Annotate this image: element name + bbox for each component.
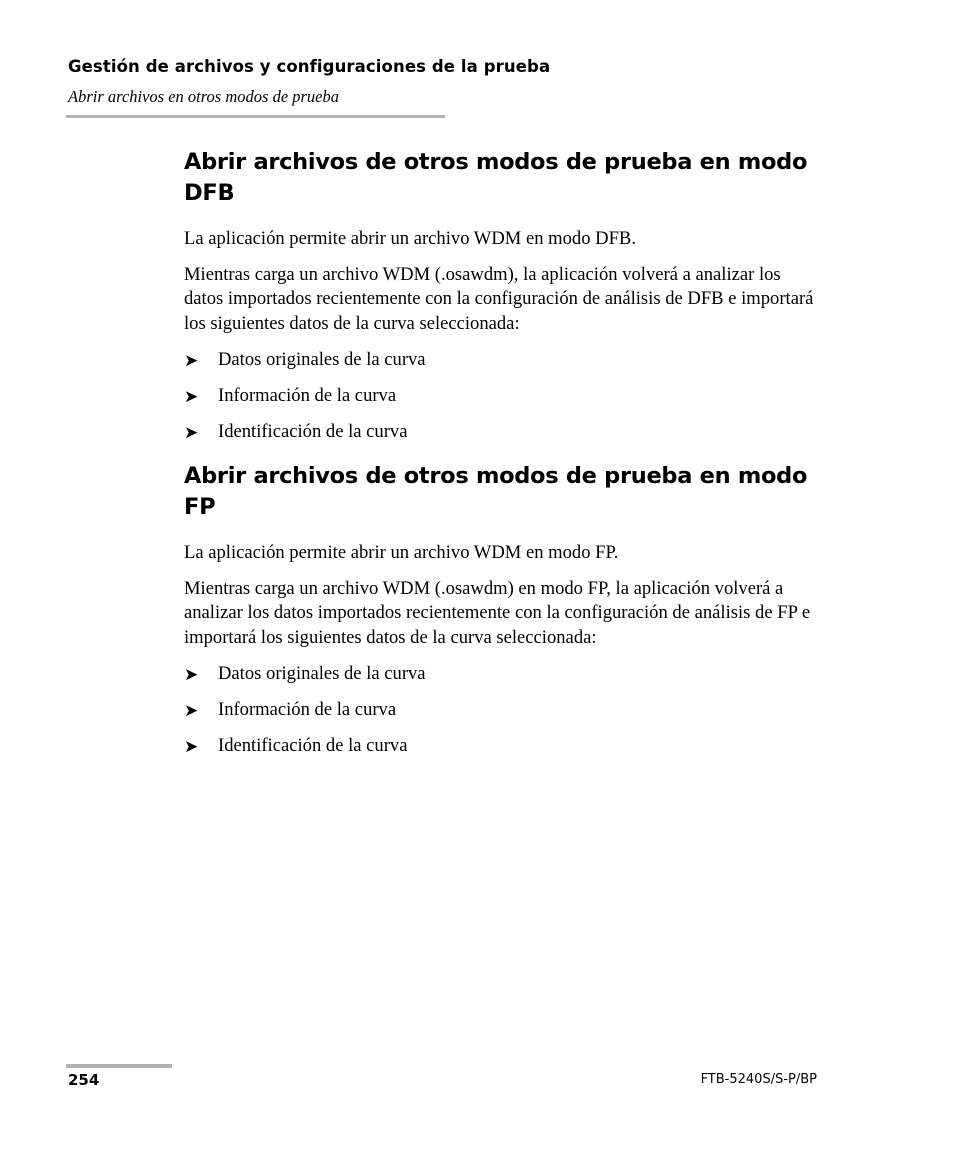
footer-divider — [66, 1064, 172, 1068]
list-item — [184, 384, 824, 408]
list-item — [184, 734, 824, 758]
arrow-bullet-icon: ➤ — [184, 737, 199, 757]
paragraph: La aplicación permite abrir un archivo WDM en modo FP. — [184, 542, 619, 563]
arrow-bullet-icon: ➤ — [184, 423, 199, 443]
list-item-text: Datos originales de la curva — [218, 349, 426, 370]
running-header-title: Gestión de archivos y configuraciones de la prueba — [68, 57, 551, 76]
arrow-bullet-icon: ➤ — [184, 387, 199, 407]
document-id: FTB-5240S/S-P/BP — [700, 1072, 817, 1087]
arrow-bullet-icon: ➤ — [184, 665, 199, 685]
section-title: Abrir archivos de otros modos de prueba en modo DFB — [184, 149, 808, 206]
section-dfb — [184, 147, 824, 444]
list-item-text: Datos originales de la curva — [218, 663, 426, 684]
list-item-text: Identificación de la curva — [218, 735, 408, 756]
list-item — [184, 698, 824, 722]
list-item-text: Información de la curva — [218, 385, 397, 406]
running-header-subtitle: Abrir archivos en otros modos de prueba — [68, 87, 340, 106]
arrow-bullet-icon: ➤ — [184, 701, 199, 721]
page-number: 254 — [68, 1071, 100, 1089]
list-item-text: Información de la curva — [218, 699, 397, 720]
paragraph: Mientras carga un archivo WDM (.osawdm), la aplicación volverá a analizar los datos importados recientemente con la configuración de análisis de DFB e importará los siguientes datos de la curva seleccionada: — [184, 263, 814, 334]
list-item — [184, 420, 824, 444]
section-fp — [184, 461, 824, 758]
list-item-text: Identificación de la curva — [218, 421, 408, 442]
section-title: Abrir archivos de otros modos de prueba en modo FP — [184, 463, 808, 520]
list-item — [184, 662, 824, 686]
bullet-list — [184, 348, 824, 444]
paragraph: La aplicación permite abrir un archivo WDM en modo DFB. — [184, 228, 636, 249]
list-item — [184, 348, 824, 372]
bullet-list — [184, 662, 824, 758]
arrow-bullet-icon: ➤ — [184, 351, 199, 371]
paragraph: Mientras carga un archivo WDM (.osawdm) en modo FP, la aplicación volverá a analizar los datos importados recientemente con la configuración de análisis de FP e importará los siguientes datos de la curva seleccionada: — [184, 577, 811, 648]
header-divider — [66, 115, 445, 118]
